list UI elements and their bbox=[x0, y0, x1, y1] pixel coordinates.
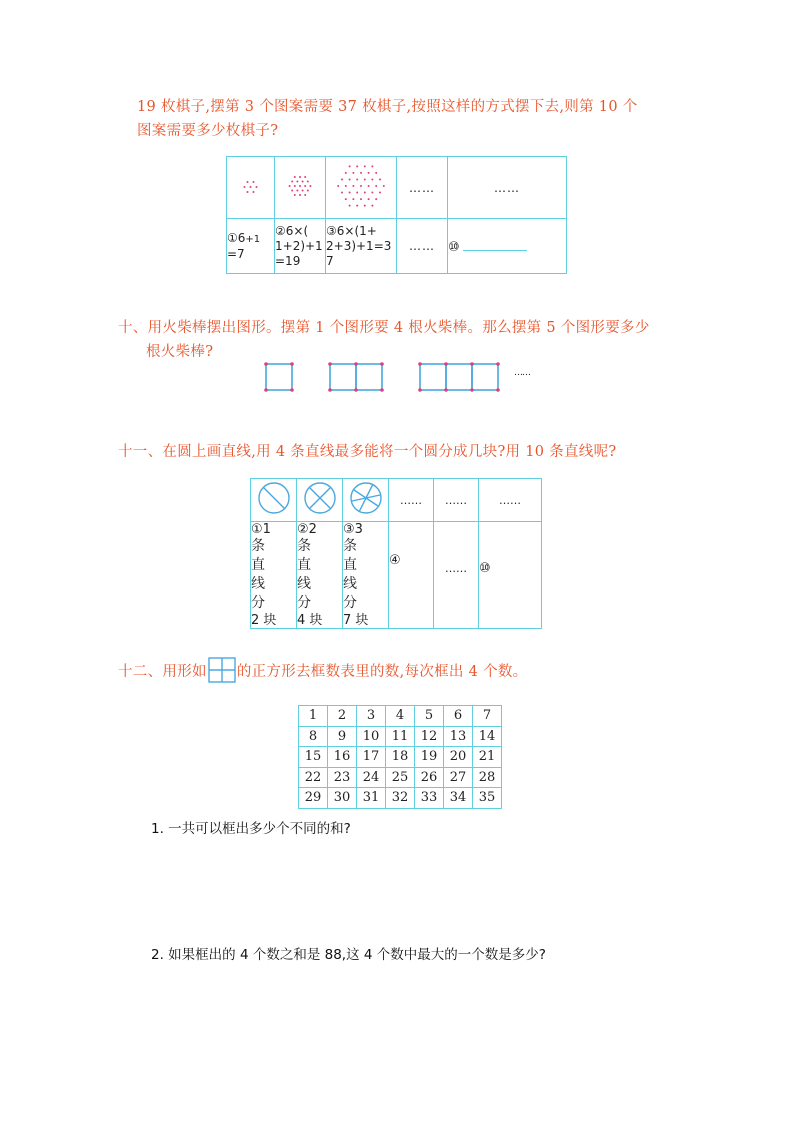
table-cell: 29 bbox=[299, 788, 328, 809]
ellipsis: …… bbox=[448, 157, 567, 219]
table-cell: 18 bbox=[386, 747, 415, 768]
q12-text: 十二、用形如 的正方形去框数表里的数,每次框出 4 个数。 bbox=[118, 657, 527, 684]
figure-2-caption: ②6×( 1+2)+1 =19 bbox=[275, 219, 326, 274]
table-cell: 27 bbox=[444, 767, 473, 788]
circle-three-lines bbox=[343, 479, 389, 522]
q9-figure-table bbox=[226, 156, 567, 274]
table-cell: 6 bbox=[444, 706, 473, 727]
table-cell: 22 bbox=[299, 767, 328, 788]
table-cell: 17 bbox=[357, 747, 386, 768]
table-row bbox=[299, 767, 502, 788]
table-row bbox=[299, 726, 502, 747]
ellipsis: …… bbox=[479, 479, 542, 522]
table-cell: 19 bbox=[415, 747, 444, 768]
table-cell: 4 bbox=[386, 706, 415, 727]
table-row bbox=[299, 788, 502, 809]
table-cell: 16 bbox=[328, 747, 357, 768]
table-cell: 31 bbox=[357, 788, 386, 809]
hexagon-dots-3 bbox=[326, 157, 397, 219]
table-cell: 30 bbox=[328, 788, 357, 809]
q9-text-line1: 19 枚棋子,摆第 3 个图案需要 37 枚棋子,按照这样的方式摆下去,则第 10 个 bbox=[137, 99, 638, 115]
hexagon-dots-1 bbox=[227, 157, 275, 219]
table-cell: 25 bbox=[386, 767, 415, 788]
square-frame-icon bbox=[208, 657, 236, 683]
table-cell: 9 bbox=[328, 726, 357, 747]
q11-text: 十一、在圆上画直线,用 4 条直线最多能将一个圆分成几块?用 10 条直线呢? bbox=[118, 444, 617, 460]
table-cell: 35 bbox=[473, 788, 502, 809]
q12-sub1: 1. 一共可以框出多少个不同的和? bbox=[151, 821, 351, 837]
table-cell: 15 bbox=[299, 747, 328, 768]
table-cell: 14 bbox=[473, 726, 502, 747]
circle-2-caption: ②2 条 直 线 分 4 块 bbox=[297, 522, 343, 629]
table-cell: 20 bbox=[444, 747, 473, 768]
table-cell: 10 bbox=[357, 726, 386, 747]
ellipsis: …… bbox=[389, 479, 434, 522]
circle-two-lines bbox=[297, 479, 343, 522]
figure-10-answer: ⑩ bbox=[448, 219, 567, 274]
table-cell: 23 bbox=[328, 767, 357, 788]
table-cell: 3 bbox=[357, 706, 386, 727]
figure-1-caption: ①6+1 =7 bbox=[227, 219, 275, 274]
table-cell: 34 bbox=[444, 788, 473, 809]
table-cell: 21 bbox=[473, 747, 502, 768]
circle-10-caption: ⑩ bbox=[479, 522, 542, 629]
q9-text-line2: 图案需要多少枚棋子? bbox=[137, 123, 279, 139]
table-cell: 1 bbox=[299, 706, 328, 727]
hexagon-dots-2 bbox=[275, 157, 326, 219]
q10-text-line2: 根火柴棒? bbox=[146, 344, 214, 360]
table-cell: 26 bbox=[415, 767, 444, 788]
table-cell: 12 bbox=[415, 726, 444, 747]
table-cell: 8 bbox=[299, 726, 328, 747]
q12-sub2: 2. 如果框出的 4 个数之和是 88,这 4 个数中最大的一个数是多少? bbox=[151, 947, 546, 963]
ellipsis: …… bbox=[397, 219, 448, 274]
table-cell: 24 bbox=[357, 767, 386, 788]
number-table bbox=[298, 705, 502, 809]
q10-text-line1: 十、用火柴棒摆出图形。摆第 1 个图形要 4 根火柴棒。那么摆第 5 个图形要多少 bbox=[118, 320, 650, 336]
table-cell: 11 bbox=[386, 726, 415, 747]
figure-3-caption: ③6×(1+ 2+3)+1=3 7 bbox=[326, 219, 397, 274]
ellipsis: …… bbox=[397, 157, 448, 219]
table-cell: 33 bbox=[415, 788, 444, 809]
table-row bbox=[299, 706, 502, 727]
q11-figure-table bbox=[250, 478, 542, 629]
table-row bbox=[299, 747, 502, 768]
matchstick-figures bbox=[258, 358, 538, 394]
ellipsis: …… bbox=[434, 522, 479, 629]
table-cell: 2 bbox=[328, 706, 357, 727]
table-cell: 7 bbox=[473, 706, 502, 727]
ellipsis: …… bbox=[514, 368, 530, 378]
answer-blank[interactable] bbox=[463, 238, 527, 251]
ellipsis: …… bbox=[434, 479, 479, 522]
table-cell: 32 bbox=[386, 788, 415, 809]
circle-3-caption: ③3 条 直 线 分 7 块 bbox=[343, 522, 389, 629]
circle-one-line bbox=[251, 479, 297, 522]
circle-1-caption: ①1 条 直 线 分 2 块 bbox=[251, 522, 297, 629]
circle-4-caption: ④ bbox=[389, 522, 434, 629]
table-cell: 28 bbox=[473, 767, 502, 788]
table-cell: 13 bbox=[444, 726, 473, 747]
table-cell: 5 bbox=[415, 706, 444, 727]
